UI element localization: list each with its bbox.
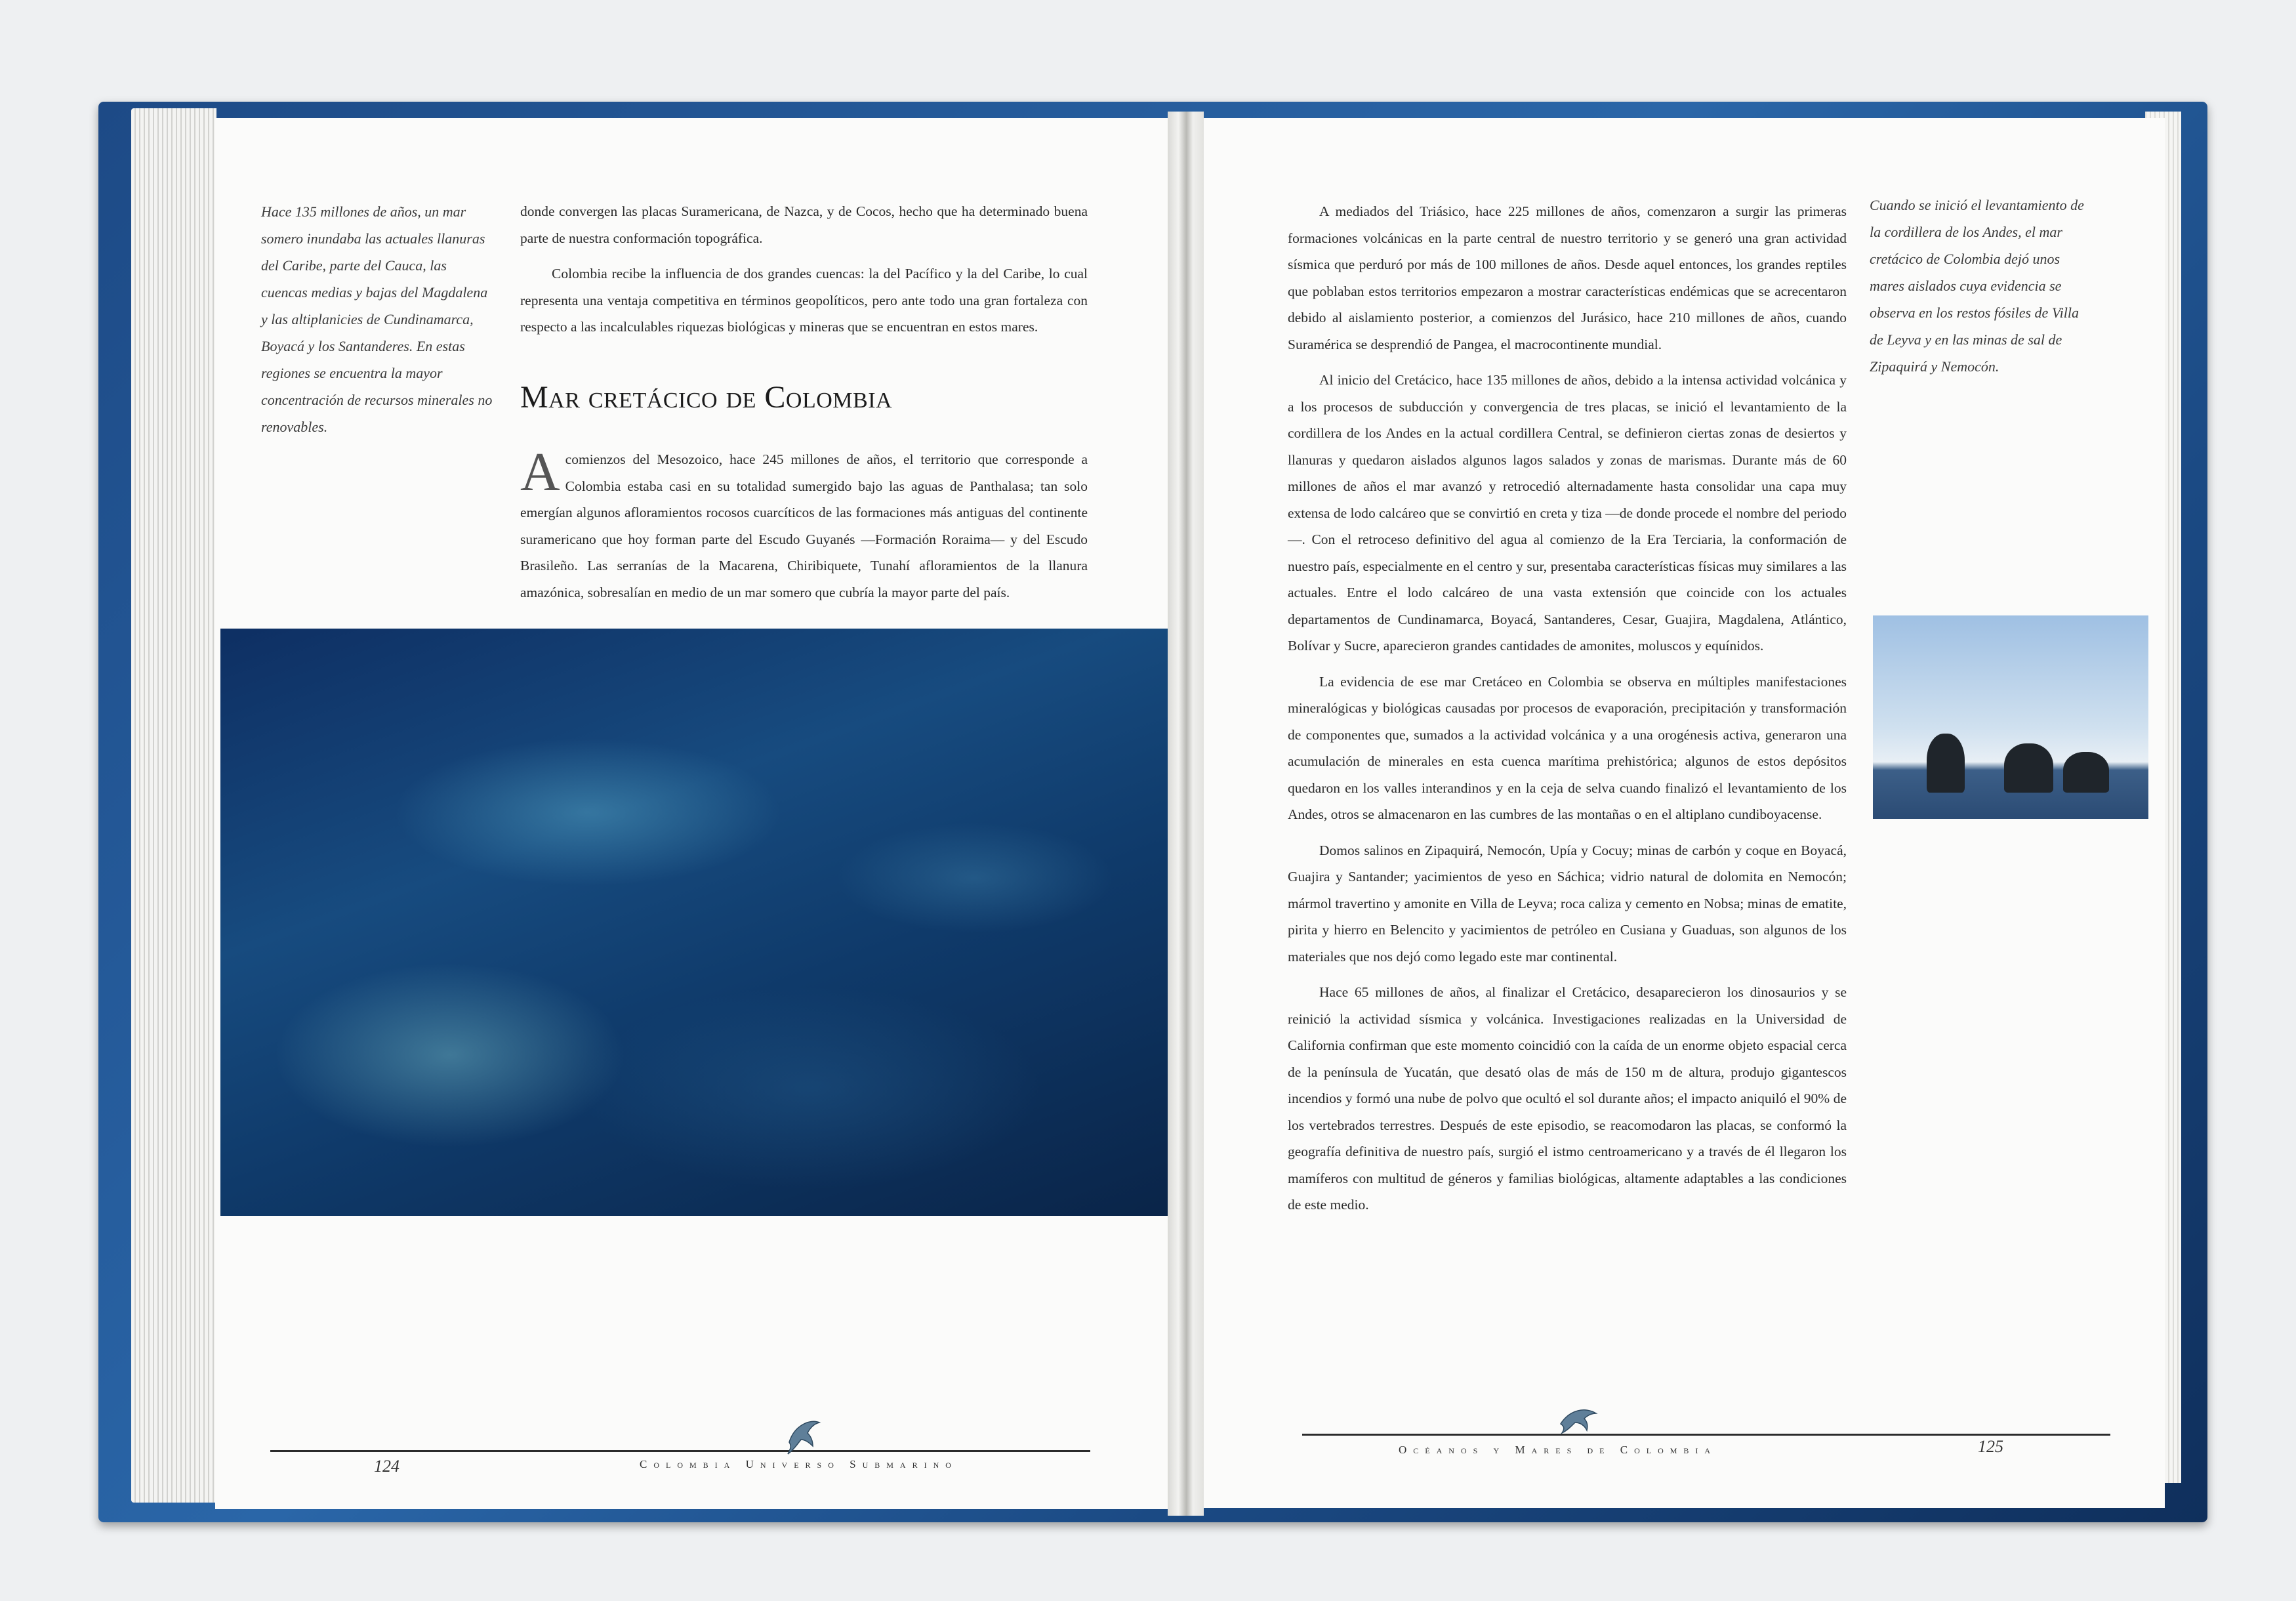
right-body-text [1288, 198, 1847, 1228]
right-paragraph-1: A mediados del Triásico, hace 225 millones de años, comenzaron a surgir las primeras formaciones volcánicas en la parte central de nuestro territorio y se generó una gran actividad sísmica que perduró por más de 100 millones de años. Desde aquel entonces, los grandes reptiles que poblaban estos territorios empezaron a mostrar características endémicas que se acrecentaron debido al aislamiento posterior, a comienzos del Jurásico, hace 210 millones de años, cuando Suramérica se desprendió de Pangea, el macrocontinente mundial. [1288, 203, 1847, 352]
page-stack-left [131, 108, 216, 1503]
body-paragraph: comienzos del Mesozoico, hace 245 millones de años, el territorio que corresponde a Colombia estaba casi en su totalidad sumergido bajo las aguas de Panthalasa; tan solo emergían algunos afloramientos rocosos cuarcíticos de las formaciones más antiguas del continente suramericano que hoy forman parte del Escudo Guyanés —Formación Roraima— y del Escudo Brasileño. Las serranías de la Macarena, Chiribiquete, Tunahí afloramientos de la llanura amazónica, sobresalían en medio de un mar somero que cubría la mayor parte del país. [520, 451, 1088, 600]
left-running-footer: Colombia Universo Submarino [640, 1458, 958, 1470]
left-body-text [520, 442, 1088, 615]
left-intro-text [520, 198, 1088, 350]
book-gutter [1168, 112, 1204, 1516]
drop-cap: A [520, 442, 560, 503]
rock-1 [1927, 734, 1965, 793]
intro-paragraph-1: donde convergen las placas Suramericana, de Nazca, y de Cocos, hecho que ha determinado buena parte de nuestra conformación topográfica. [520, 203, 1088, 246]
right-running-footer: Océanos y Mares de Colombia [1399, 1444, 1717, 1456]
intro-paragraph-2: Colombia recibe la influencia de dos grandes cuencas: la del Pacífico y la del Caribe, lo cual representa una ventaja competitiva en términos geopolíticos, pero ante todo una gran fortaleza con respecto a las incalculables riquezas biológicas y mineras que se encuentran en estos mares. [520, 266, 1088, 335]
aerial-reef-photo [220, 629, 1181, 1216]
right-paragraph-5: Hace 65 millones de años, al finalizar el Cretácico, desaparecieron los dinosaurios y se reinició la actividad sísmica y volcánica. Investigaciones realizadas en la Universidad de California confirman que este momento coincidió con la caída de un enorme objeto espacial cerca de la península de Yucatán, que desató olas de más de 150 m de altura, produjo gigantescos incendios y formó una nube de polvo que ocultó el sol durante años; el impacto aniquiló el 90% de los vertebrados terrestres. Después de este episodio, se reacomodaron las placas, se conformó la geografía definitiva de nuestro país, surgió el istmo centroamericano y a través de él llegaron los mamíferos con multitud de géneros y familias biológicas, altamente adaptables a las condiciones de este medio. [1288, 984, 1847, 1213]
left-footer-rule [270, 1450, 1090, 1452]
section-heading: Mar cretácico de Colombia [520, 380, 893, 415]
right-page-number: 125 [1978, 1437, 2003, 1456]
right-paragraph-4: Domos salinos en Zipaquirá, Nemocón, Upía y Cocuy; minas de carbón y coque en Boyacá, Guajira y Santander; yacimientos de yeso en Sáchica; vidrio natural de dolomita en Nemocón; mármol travertino y amonite en Villa de Leyva; roca caliza y cemento en Nobsa; minas de ematite, pirita y hierro en Belencito y yacimientos de petróleo en Cusiana y Guaduas, son algunos de los materiales que nos dejó como legado este mar continental. [1288, 842, 1847, 965]
rock-3 [2063, 752, 2109, 793]
right-paragraph-2: Al inicio del Cretácico, hace 135 millones de años, debido a la intensa actividad volcánica y a los procesos de subducción y convergencia de tres placas, se inició el levantamiento de la cordillera de los Andes en la actual cordillera Central, se definieron ciertas zonas de desiertos y llanuras y quedaron aislados algunos lagos salados y zonas de marismas. Durante más de 60 millones de años el mar avanzó y retrocedió alternadamente hasta consolidar una capa muy extensa de lodo calcáreo que se convirtió en creta y tiza —de donde procede el nombre del periodo—. Con el retroceso definitivo del agua al comienzo de la Era Terciaria, la conformación de nuestro país, especialmente en el centro y sur, presentaba características físicas muy similares a las actuales. Entre el lodo calcáreo de una vasta extensión que coincide con los actuales departamentos de Cundinamarca, Boyacá, Santanderes, Cesar, Guajira, Magdalena, Atlántico, Bolívar y Sucre, aparecieron grandes cantidades de amonites, moluscos y equínidos. [1288, 372, 1847, 654]
left-page-number: 124 [374, 1457, 400, 1476]
right-sidebar-caption: Cuando se inició el levantamiento de la cordillera de los Andes, el mar cretácico de Colombia dejó unos mares aislados cuya evidencia se observa en los restos fósiles de Villa de Leyva y en las minas de sal de Zipaquirá y Nemocón. [1870, 197, 2084, 375]
right-footer-rule [1302, 1434, 2110, 1436]
dolphin-icon [784, 1416, 823, 1457]
right-paragraph-3: La evidencia de ese mar Cretáceo en Colombia se observa en múltiples manifestaciones mineralógicas y biológicas causadas por procesos de evaporación, precipitación y transformación de componentes que, sumados a la actividad volcánica y a una orogénesis activa, generaron una acumulación de minerales en esta cuenca marítima prehistórica; algunos de estos depósitos quedaron en los valles interandinos y en la ceja de selva cuando finalizó el levantamiento de los Andes, otros se almacenaron en las cumbres de las montañas o en el altiplano cundiboyacense. [1288, 673, 1847, 822]
rock-2 [2004, 743, 2053, 793]
left-sidebar-caption: Hace 135 millones de años, un mar somero inundaba las actuales llanuras del Caribe, parte del Cauca, las cuencas medias y bajas del Magdalena y las altiplanicies de Cundinamarca, Boyacá y los Santanderes. En estas regiones se encuentra la mayor concentración de recursos minerales no renovables. [261, 203, 493, 435]
sea-rocks-photo [1873, 615, 2148, 819]
dolphin-icon-right [1558, 1404, 1599, 1436]
